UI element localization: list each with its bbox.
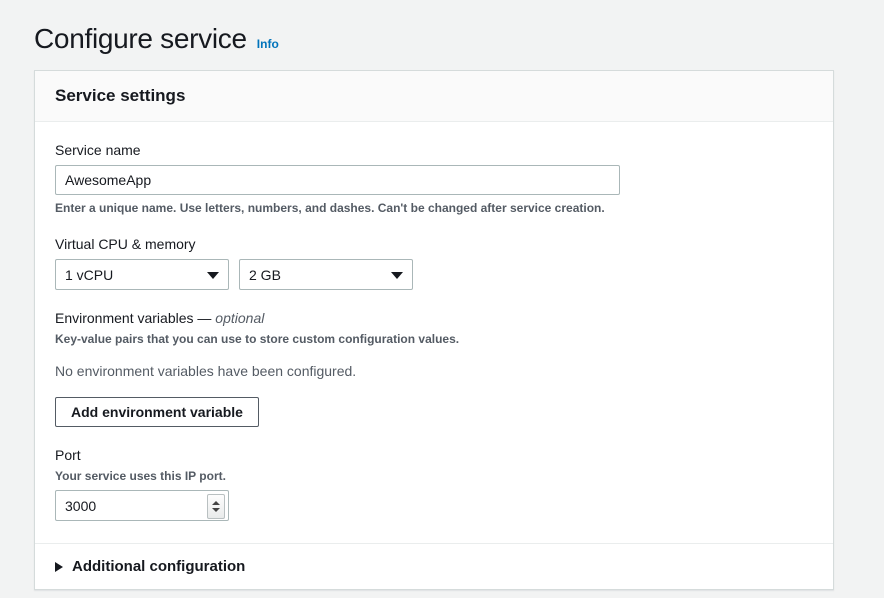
card-header-title: Service settings: [55, 86, 186, 105]
cpu-select-value: 1 vCPU: [65, 266, 114, 283]
environment-variables-optional: optional: [215, 310, 265, 326]
card-header: [35, 71, 833, 122]
port-stepper[interactable]: [207, 494, 225, 519]
environment-variables-empty-text: No environment variables have been configured.: [55, 363, 357, 379]
additional-configuration-toggle[interactable]: [35, 543, 833, 589]
service-name-field: [55, 140, 813, 216]
service-name-hint: Enter a unique name. Use letters, numbers, and dashes. Can't be changed after service creation.: [55, 201, 605, 215]
page-title: Configure service: [34, 23, 247, 54]
port-input-wrapper: [55, 490, 229, 521]
stepper-up-icon[interactable]: [212, 501, 220, 505]
environment-variables-field: [55, 308, 813, 427]
port-sublabel: Your service uses this IP port.: [55, 469, 226, 483]
port-label: Port: [55, 447, 81, 463]
chevron-right-icon: [55, 562, 63, 572]
service-name-input[interactable]: [55, 165, 620, 195]
stepper-down-icon[interactable]: [212, 508, 220, 512]
environment-variables-label-text: Environment variables —: [55, 310, 216, 326]
memory-select-value: 2 GB: [249, 266, 281, 283]
environment-variables-label: [55, 308, 813, 328]
cpu-select[interactable]: [55, 259, 229, 290]
info-link[interactable]: Info: [256, 37, 279, 51]
environment-variables-sublabel: Key-value pairs that you can use to store custom configuration values.: [55, 332, 460, 346]
compute-field: [55, 234, 813, 290]
service-name-label: Service name: [55, 142, 141, 158]
page-header: [34, 0, 850, 70]
chevron-down-icon: [207, 272, 219, 279]
compute-select-row: [55, 259, 813, 290]
add-environment-variable-button[interactable]: Add environment variable: [55, 397, 259, 427]
chevron-down-icon: [391, 272, 403, 279]
memory-select[interactable]: [239, 259, 413, 290]
port-field: [55, 445, 813, 521]
card-body: [35, 122, 833, 543]
compute-label: Virtual CPU & memory: [55, 236, 196, 252]
port-input[interactable]: [56, 492, 214, 519]
additional-configuration-label: Additional configuration: [72, 558, 246, 575]
service-settings-card: [34, 70, 834, 590]
